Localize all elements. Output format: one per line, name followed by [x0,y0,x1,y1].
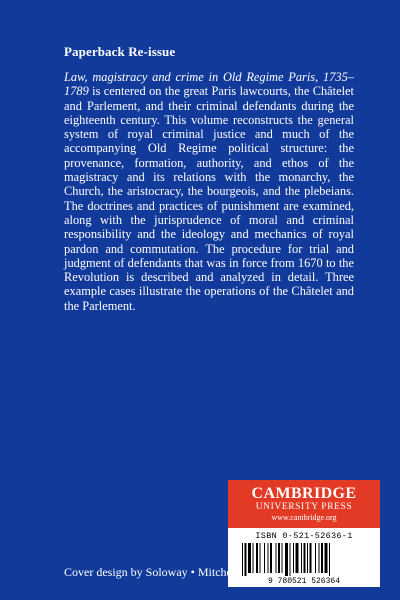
publisher-name: CAMBRIDGE [251,485,357,502]
reissue-heading: Paperback Re-issue [64,44,176,59]
barcode-bar [304,543,306,573]
barcode-bar [293,543,294,573]
barcode-bar [248,543,251,573]
barcode-bar [282,543,283,573]
barcode-bar [268,543,269,573]
barcode-bar [310,543,312,573]
barcode-bar [325,543,328,573]
barcode-bar [278,543,280,573]
barcode-bar [264,543,265,573]
barcode-bar [319,543,320,573]
barcode-bar [270,543,272,573]
barcode-bar [296,543,299,573]
cover-design-credit: Cover design by Soloway • Mitchell [64,565,239,579]
barcode-bar [285,543,288,576]
barcode-digits: 9 780521 526364 [267,577,341,585]
barcode-bar [290,543,291,576]
barcode-bar [242,543,243,576]
barcode-icon [234,543,374,585]
barcode-bar [321,543,323,573]
book-title: Law, magistracy and crime in Old Regime Paris, 1735–1789 [64,70,354,99]
publisher-logo [228,480,380,528]
isbn-number: ISBN 0-521-52636-1 [255,531,353,541]
publisher-url: www.cambridge.org [271,513,337,522]
isbn-barcode-box [228,528,380,587]
barcode-bar [276,543,277,573]
barcode-bar [245,543,247,576]
book-description [64,70,354,313]
description-text: is centered on the great Paris lawcourts, the Châtelet and Parlement, and their criminal defendants during the eighteenth century. This volume reconstructs the general system of royal criminal justice and much of the accompanying Old Regime political structure: the provenance, formation, authority, and ethos of the magistracy and its relations with the monarchy, the Church, the aristocracy, the bourgeois, and the plebeians. The doctrines and practices of punishment are examined, along with the jurisprudence of moral and criminal responsibility and the ideology and mechanics of royal pardon and commutation. The procedure for trial and judgment of defendants that was in force from 1670 to the Revolution is described and analyzed in detail. Three example cases illustrate the operations of the Châtelet and the Parlement. [64,84,354,313]
publisher-press: UNIVERSITY PRESS [255,502,353,512]
barcode-bar [301,543,302,573]
barcode-bar [329,543,330,576]
barcode-bar [307,543,308,573]
barcode-bar [256,543,258,573]
barcode-bar [260,543,261,573]
barcode-bar [253,543,254,573]
barcode-bar [315,543,316,573]
